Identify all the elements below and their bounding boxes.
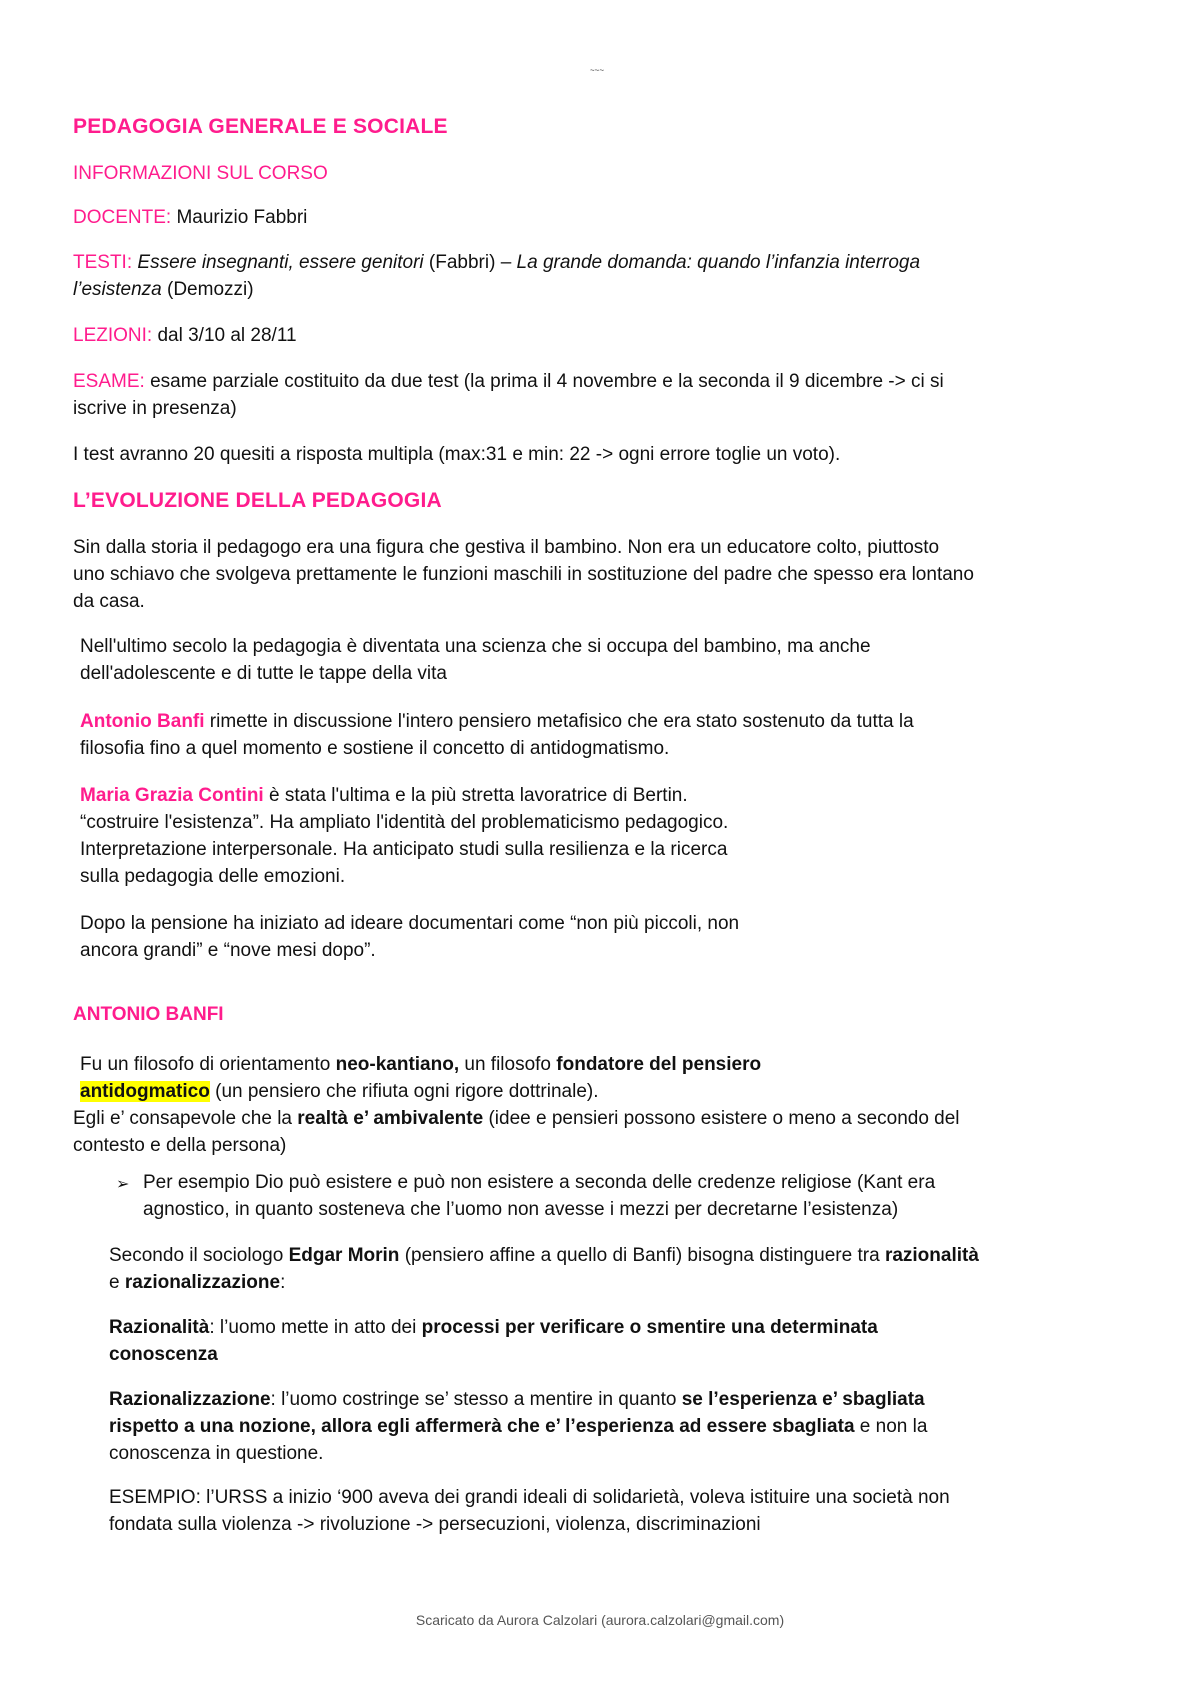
arrow-bullet-icon: ➢: [116, 1176, 130, 1193]
banfi-intro-paragraph: [80, 708, 1140, 762]
contini-paragraph: [80, 782, 980, 890]
page-title: PEDAGOGIA GENERALE E SOCIALE: [73, 115, 448, 138]
text-span: :: [280, 1272, 286, 1293]
docente-line: [73, 204, 307, 231]
text-span: rimette in discussione l'intero pensiero metafisico che era stato sostenuto da tutta la: [204, 711, 914, 732]
esame-block: [73, 368, 1143, 422]
text-line: ancora grandi” e “nove mesi dopo”.: [80, 940, 376, 961]
lezioni-line: [73, 322, 297, 349]
testo1-title: Essere insegnanti, essere genitori: [137, 252, 424, 273]
text-span: (idee e pensieri possono esistere o meno a secondo del: [483, 1108, 960, 1129]
person-name-contini: Maria Grazia Contini: [80, 785, 264, 806]
lezioni-dates: dal 3/10 al 28/11: [157, 325, 297, 346]
bullet-item: [143, 1169, 1143, 1223]
text-span: (un pensiero che rifiuta ogni rigore dottrinale).: [209, 1081, 599, 1102]
bold-span: realtà e’ ambivalente: [297, 1108, 484, 1129]
razionalizzazione-paragraph: [109, 1386, 1169, 1467]
text-line: [73, 1105, 1153, 1132]
person-name-banfi: Antonio Banfi: [80, 711, 205, 732]
text-line: Dopo la pensione ha iniziato ad ideare documentari come “non più piccoli, non: [80, 913, 740, 934]
testo1-author: (Fabbri) –: [428, 252, 517, 273]
text-line: ESEMPIO: l’URSS a inizio ‘900 aveva dei grandi ideali di solidarietà, voleva istituire una società non: [109, 1487, 950, 1508]
text-line: Interpretazione interpersonale. Ha anticipato studi sulla resilienza e la ricerca: [80, 839, 728, 860]
text-line: agnostico, in quanto sosteneva che l’uomo non avesse i mezzi per decretarne l’esistenza): [143, 1199, 899, 1220]
text-line: Sin dalla storia il pedagogo era una figura che gestiva il bambino. Non era un educatore colto, piuttosto: [73, 537, 940, 558]
banfi-heading: ANTONIO BANFI: [73, 1004, 224, 1025]
course-info-label: INFORMAZIONI SUL CORSO: [73, 163, 328, 184]
text-line: [109, 1269, 1169, 1296]
text-span: un filosofo: [459, 1054, 557, 1075]
text-line: [109, 1341, 1169, 1368]
text-line: [80, 782, 980, 809]
esame-line-1: [73, 368, 1143, 395]
text-line: uno schiavo che svolgeva prettamente le funzioni maschili in sostituzione del padre che spesso era lontano: [73, 564, 974, 585]
text-line: contesto e della persona): [73, 1135, 287, 1156]
text-line: sulla pedagogia delle emozioni.: [80, 866, 346, 887]
term-label: Razionalità: [109, 1317, 210, 1338]
text-span: e non la: [854, 1416, 928, 1437]
esame-text-2: iscrive in presenza): [73, 398, 237, 419]
razionalita-paragraph: [109, 1314, 1169, 1368]
text-line: [109, 1314, 1169, 1341]
banfi-paragraph: [73, 1051, 1153, 1159]
testi-label: TESTI:: [73, 252, 133, 273]
evoluzione-paragraph-2: [80, 633, 1140, 687]
text-line: Per esempio Dio può esistere e può non esistere a seconda delle credenze religiose (Kant era: [143, 1172, 936, 1193]
docente-label: DOCENTE:: [73, 207, 172, 228]
testi-block: [73, 249, 1133, 303]
docente-name: Maurizio Fabbri: [176, 207, 308, 228]
text-line: Nell'ultimo secolo la pedagogia è diventata una scienza che si occupa del bambino, ma anche: [80, 636, 871, 657]
testo2-title-1: La grande domanda: quando l’infanzia interroga: [516, 252, 921, 273]
lezioni-label: LEZIONI:: [73, 325, 153, 346]
esempio-paragraph: [109, 1484, 1169, 1538]
text-line: “costruire l'esistenza”. Ha ampliato l'identità del problematicismo pedagogico.: [80, 812, 729, 833]
bold-span: razionalizzazione: [124, 1272, 281, 1293]
text-line: [109, 1413, 1169, 1440]
text-line: [109, 1386, 1169, 1413]
bold-span: neo-kantiano,: [335, 1054, 460, 1075]
test-info: I test avranno 20 quesiti a risposta multipla (max:31 e min: 22 -> ogni errore toglie un voto).: [73, 444, 841, 465]
text-span: : l’uomo costringe se’ stesso a mentire in quanto: [270, 1389, 682, 1410]
text-span: (pensiero affine a quello di Banfi) bisogna distinguere tra: [399, 1245, 885, 1266]
documentari-paragraph: [80, 910, 980, 964]
bold-span: se l’esperienza e’ sbagliata: [681, 1389, 925, 1410]
bold-span: processi per verificare o smentire una determinata: [421, 1317, 878, 1338]
text-line: [109, 1242, 1169, 1269]
highlighted-term: antidogmatico: [80, 1081, 210, 1102]
header-mark: ~~~: [590, 66, 605, 75]
evoluzione-paragraph-1: [73, 534, 1153, 615]
text-line: [73, 1051, 1153, 1078]
morin-paragraph: [109, 1242, 1169, 1296]
evoluzione-heading: L’EVOLUZIONE DELLA PEDAGOGIA: [73, 489, 442, 512]
text-line: fondata sulla violenza -> rivoluzione -> persecuzioni, violenza, discriminazioni: [109, 1514, 761, 1535]
text-line: [73, 1078, 1153, 1105]
text-line: da casa.: [73, 591, 145, 612]
testo2-title-2: l’esistenza: [73, 279, 162, 300]
bold-span: rispetto a una nozione, allora egli affermerà che e’ l’esperienza ad essere sbagliata: [109, 1416, 855, 1437]
testo2-author: (Demozzi): [167, 279, 254, 300]
text-span: : l’uomo mette in atto dei: [209, 1317, 422, 1338]
download-footer: Scaricato da Aurora Calzolari (aurora.calzolari@gmail.com): [415, 1612, 785, 1628]
text-line: conoscenza in questione.: [109, 1443, 324, 1464]
text-span: Egli e’ consapevole che la: [73, 1108, 298, 1129]
bold-span: razionalità: [884, 1245, 979, 1266]
text-line: filosofia fino a quel momento e sostiene il concetto di antidogmatismo.: [80, 738, 670, 759]
bold-span: conoscenza: [109, 1344, 218, 1365]
esame-label: ESAME:: [73, 371, 145, 392]
text-span: è stata l'ultima e la più stretta lavoratrice di Bertin.: [263, 785, 688, 806]
testi-line-1: [73, 249, 1133, 276]
text-span: Fu un filosofo di orientamento: [80, 1054, 336, 1075]
text-line: dell'adolescente e di tutte le tappe della vita: [80, 663, 447, 684]
bold-span: fondatore del pensiero: [556, 1054, 762, 1075]
esame-text-1: esame parziale costituito da due test (la prima il 4 novembre e la seconda il 9 dicembre -> ci si: [150, 371, 944, 392]
term-label: Razionalizzazione: [109, 1389, 271, 1410]
text-line: [80, 708, 1140, 735]
text-span: e: [109, 1272, 125, 1293]
text-span: Secondo il sociologo: [109, 1245, 289, 1266]
testi-line-2: [73, 276, 1133, 303]
bold-span: Edgar Morin: [288, 1245, 400, 1266]
